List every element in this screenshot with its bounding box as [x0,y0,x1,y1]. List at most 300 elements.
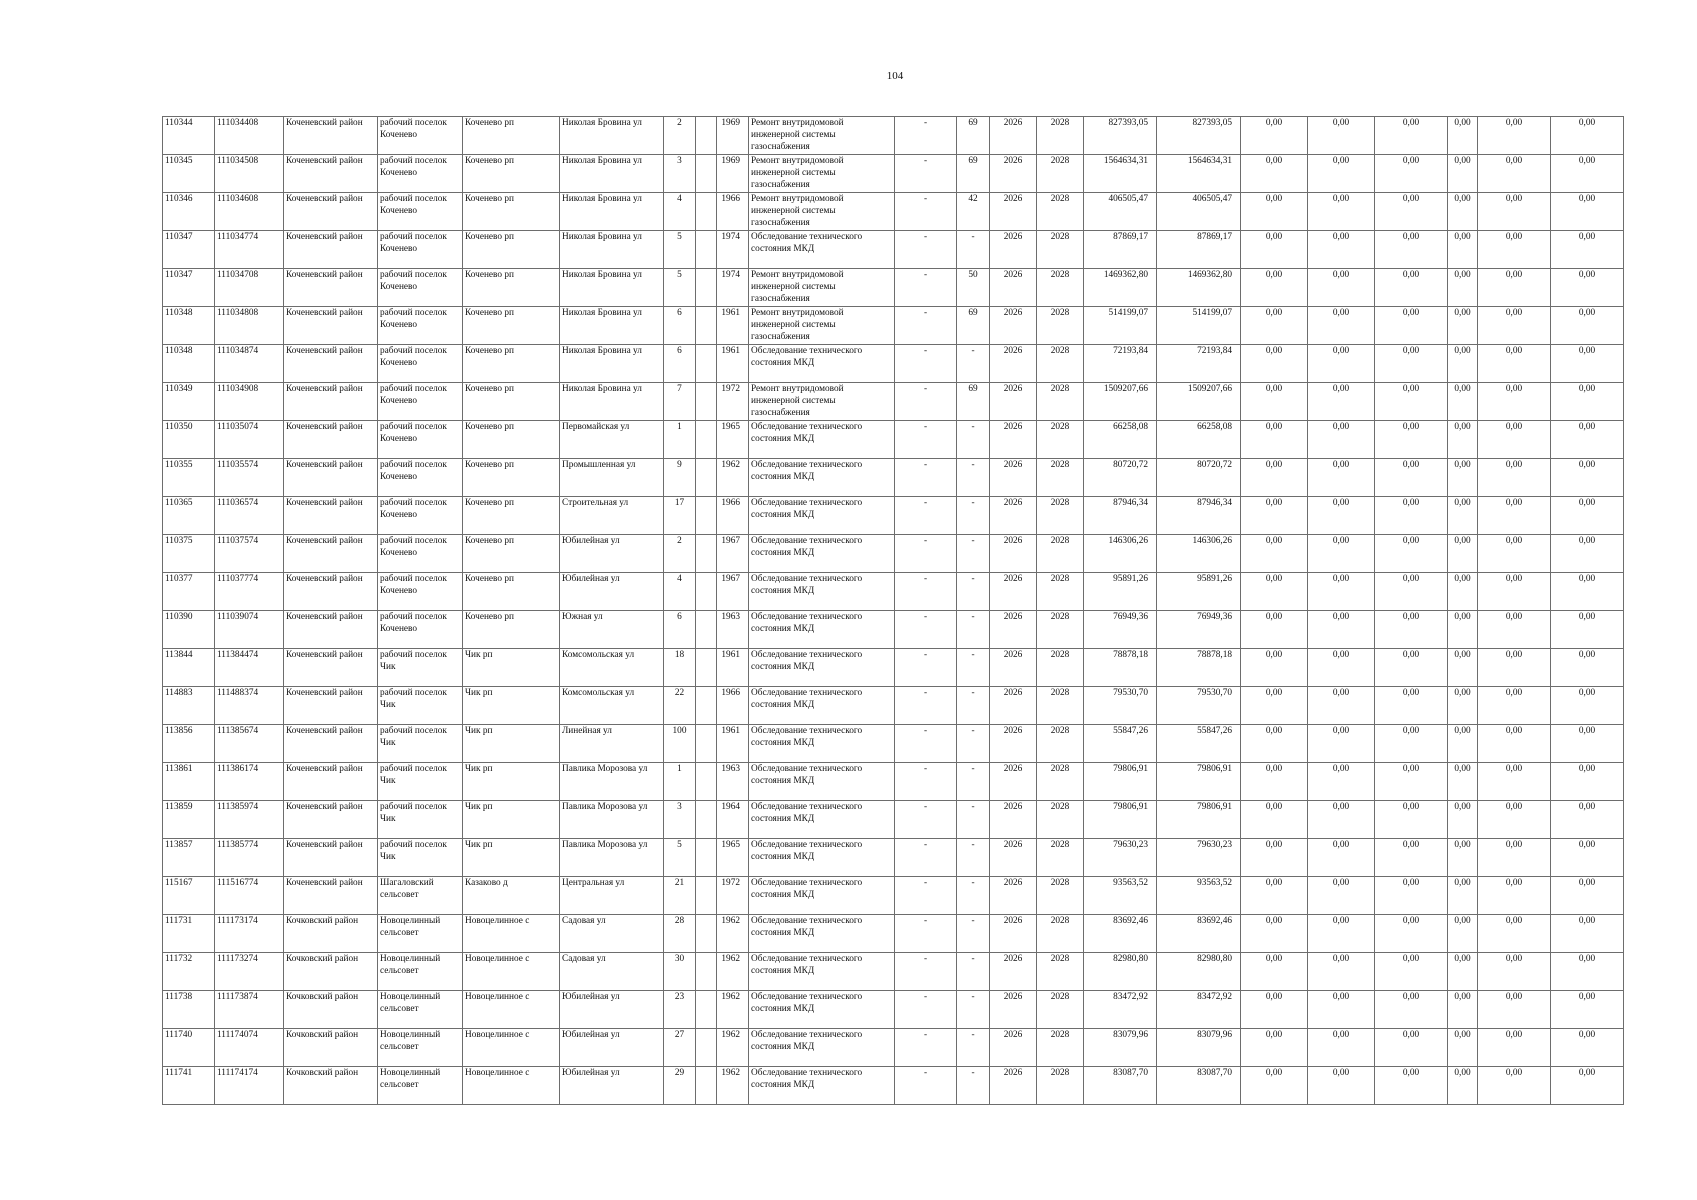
other-funds-cell: 0,00 [1448,953,1478,991]
street-cell: Николая Бровина ул [560,155,664,193]
municipality-cell: рабочий поселок Коченево [378,155,463,193]
start-year-cell: 2026 [990,459,1037,497]
fund-cost-cell: 406505,47 [1157,193,1241,231]
reserve-funds-cell: 0,00 [1551,421,1624,459]
fund-cost-cell: 80720,72 [1157,459,1241,497]
start-year-cell: 2026 [990,231,1037,269]
unit-cell: - [895,915,957,953]
year-built-cell: 1961 [717,649,749,687]
municipality-cell: рабочий поселок Коченево [378,307,463,345]
work-type-cell: Ремонт внутридомовой инженерной системы газоснабжения [749,193,895,231]
district-cell: Коченевский район [284,155,378,193]
owner-funds-cell: 0,00 [1478,345,1551,383]
house-code-cell: 111034908 [215,383,284,421]
house-code-cell: 111034608 [215,193,284,231]
owner-funds-cell: 0,00 [1478,687,1551,725]
other-funds-cell: 0,00 [1448,915,1478,953]
quantity-cell: - [957,573,990,611]
settlement-cell: Коченево рп [463,117,560,155]
street-cell: Комсомольская ул [560,687,664,725]
total-cost-cell: 83692,46 [1084,915,1157,953]
budget-local-cell: 0,00 [1375,763,1448,801]
work-type-cell: Обследование технического состояния МКД [749,877,895,915]
building-cell [696,839,717,877]
end-year-cell: 2028 [1037,155,1084,193]
building-cell [696,687,717,725]
district-cell: Коченевский район [284,839,378,877]
fund-cost-cell: 514199,07 [1157,307,1241,345]
quantity-cell: - [957,915,990,953]
reserve-funds-cell: 0,00 [1551,345,1624,383]
budget-local-cell: 0,00 [1375,193,1448,231]
district-cell: Коченевский район [284,497,378,535]
table-row [163,991,1624,1029]
settlement-cell: Коченево рп [463,345,560,383]
end-year-cell: 2028 [1037,611,1084,649]
house-code-cell: 111386174 [215,763,284,801]
house-number-cell: 18 [664,649,696,687]
unit-cell: - [895,155,957,193]
quantity-cell: - [957,459,990,497]
house-number-cell: 28 [664,915,696,953]
unit-cell: - [895,307,957,345]
budget-regional-cell: 0,00 [1308,1067,1375,1105]
house-code-cell: 111174174 [215,1067,284,1105]
house-number-cell: 6 [664,611,696,649]
quantity-cell: - [957,687,990,725]
budget-regional-cell: 0,00 [1308,345,1375,383]
district-cell: Коченевский район [284,421,378,459]
budget-local-cell: 0,00 [1375,1029,1448,1067]
budget-local-cell: 0,00 [1375,269,1448,307]
total-cost-cell: 406505,47 [1084,193,1157,231]
unit-cell: - [895,763,957,801]
quantity-cell: - [957,611,990,649]
end-year-cell: 2028 [1037,459,1084,497]
building-cell [696,383,717,421]
house-number-cell: 7 [664,383,696,421]
settlement-cell: Новоцелинное с [463,1029,560,1067]
row-id-cell: 110355 [163,459,215,497]
district-cell: Коченевский район [284,877,378,915]
budget-regional-cell: 0,00 [1308,193,1375,231]
row-id-cell: 110350 [163,421,215,459]
row-id-cell: 113857 [163,839,215,877]
house-code-cell: 111034508 [215,155,284,193]
house-number-cell: 100 [664,725,696,763]
house-code-cell: 111034774 [215,231,284,269]
start-year-cell: 2026 [990,1029,1037,1067]
budget-federal-cell: 0,00 [1241,649,1308,687]
street-cell: Строительная ул [560,497,664,535]
settlement-cell: Новоцелинное с [463,991,560,1029]
budget-federal-cell: 0,00 [1241,307,1308,345]
start-year-cell: 2026 [990,383,1037,421]
start-year-cell: 2026 [990,801,1037,839]
house-number-cell: 5 [664,839,696,877]
total-cost-cell: 79806,91 [1084,763,1157,801]
owner-funds-cell: 0,00 [1478,383,1551,421]
work-type-cell: Обследование технического состояния МКД [749,611,895,649]
reserve-funds-cell: 0,00 [1551,611,1624,649]
unit-cell: - [895,193,957,231]
total-cost-cell: 87869,17 [1084,231,1157,269]
budget-local-cell: 0,00 [1375,535,1448,573]
settlement-cell: Казаково д [463,877,560,915]
reserve-funds-cell: 0,00 [1551,307,1624,345]
budget-federal-cell: 0,00 [1241,1029,1308,1067]
row-id-cell: 111738 [163,991,215,1029]
budget-federal-cell: 0,00 [1241,193,1308,231]
row-id-cell: 114883 [163,687,215,725]
building-cell [696,497,717,535]
year-built-cell: 1966 [717,687,749,725]
work-type-cell: Обследование технического состояния МКД [749,801,895,839]
owner-funds-cell: 0,00 [1478,497,1551,535]
house-number-cell: 2 [664,117,696,155]
house-code-cell: 111034708 [215,269,284,307]
unit-cell: - [895,687,957,725]
quantity-cell: - [957,1067,990,1105]
district-cell: Кочковский район [284,915,378,953]
work-type-cell: Обследование технического состояния МКД [749,763,895,801]
owner-funds-cell: 0,00 [1478,991,1551,1029]
table-row [163,801,1624,839]
street-cell: Павлика Морозова ул [560,801,664,839]
total-cost-cell: 78878,18 [1084,649,1157,687]
budget-local-cell: 0,00 [1375,573,1448,611]
street-cell: Павлика Морозова ул [560,763,664,801]
table-row [163,117,1624,155]
table-row [163,497,1624,535]
other-funds-cell: 0,00 [1448,345,1478,383]
settlement-cell: Коченево рп [463,497,560,535]
fund-cost-cell: 83079,96 [1157,1029,1241,1067]
reserve-funds-cell: 0,00 [1551,687,1624,725]
building-cell [696,193,717,231]
fund-cost-cell: 87946,34 [1157,497,1241,535]
table-row [163,915,1624,953]
budget-regional-cell: 0,00 [1308,839,1375,877]
owner-funds-cell: 0,00 [1478,915,1551,953]
house-code-cell: 111385974 [215,801,284,839]
end-year-cell: 2028 [1037,269,1084,307]
building-cell [696,725,717,763]
municipality-cell: рабочий поселок Чик [378,687,463,725]
unit-cell: - [895,231,957,269]
start-year-cell: 2026 [990,535,1037,573]
budget-federal-cell: 0,00 [1241,497,1308,535]
house-number-cell: 27 [664,1029,696,1067]
fund-cost-cell: 66258,08 [1157,421,1241,459]
owner-funds-cell: 0,00 [1478,117,1551,155]
owner-funds-cell: 0,00 [1478,763,1551,801]
row-id-cell: 113844 [163,649,215,687]
owner-funds-cell: 0,00 [1478,573,1551,611]
work-type-cell: Обследование технического состояния МКД [749,687,895,725]
other-funds-cell: 0,00 [1448,611,1478,649]
total-cost-cell: 79630,23 [1084,839,1157,877]
quantity-cell: - [957,345,990,383]
quantity-cell: - [957,877,990,915]
table-row [163,421,1624,459]
unit-cell: - [895,801,957,839]
total-cost-cell: 146306,26 [1084,535,1157,573]
other-funds-cell: 0,00 [1448,573,1478,611]
district-cell: Коченевский район [284,573,378,611]
total-cost-cell: 827393,05 [1084,117,1157,155]
start-year-cell: 2026 [990,269,1037,307]
total-cost-cell: 93563,52 [1084,877,1157,915]
quantity-cell: 50 [957,269,990,307]
end-year-cell: 2028 [1037,345,1084,383]
end-year-cell: 2028 [1037,307,1084,345]
owner-funds-cell: 0,00 [1478,953,1551,991]
unit-cell: - [895,421,957,459]
table-row [163,231,1624,269]
start-year-cell: 2026 [990,687,1037,725]
total-cost-cell: 72193,84 [1084,345,1157,383]
municipality-cell: Новоцелинный сельсовет [378,953,463,991]
reserve-funds-cell: 0,00 [1551,763,1624,801]
year-built-cell: 1963 [717,763,749,801]
budget-federal-cell: 0,00 [1241,725,1308,763]
district-cell: Коченевский район [284,459,378,497]
year-built-cell: 1967 [717,535,749,573]
total-cost-cell: 1564634,31 [1084,155,1157,193]
owner-funds-cell: 0,00 [1478,649,1551,687]
table-row [163,383,1624,421]
municipality-cell: рабочий поселок Коченево [378,573,463,611]
year-built-cell: 1962 [717,1067,749,1105]
budget-local-cell: 0,00 [1375,117,1448,155]
building-cell [696,535,717,573]
owner-funds-cell: 0,00 [1478,1067,1551,1105]
street-cell: Юбилейная ул [560,535,664,573]
fund-cost-cell: 83087,70 [1157,1067,1241,1105]
total-cost-cell: 66258,08 [1084,421,1157,459]
budget-local-cell: 0,00 [1375,953,1448,991]
district-cell: Коченевский район [284,269,378,307]
reserve-funds-cell: 0,00 [1551,117,1624,155]
budget-local-cell: 0,00 [1375,231,1448,269]
table-row [163,953,1624,991]
budget-local-cell: 0,00 [1375,687,1448,725]
work-type-cell: Обследование технического состояния МКД [749,649,895,687]
other-funds-cell: 0,00 [1448,193,1478,231]
row-id-cell: 110348 [163,307,215,345]
building-cell [696,801,717,839]
year-built-cell: 1967 [717,573,749,611]
unit-cell: - [895,839,957,877]
building-cell [696,915,717,953]
building-cell [696,269,717,307]
budget-regional-cell: 0,00 [1308,725,1375,763]
end-year-cell: 2028 [1037,231,1084,269]
end-year-cell: 2028 [1037,497,1084,535]
municipality-cell: рабочий поселок Чик [378,801,463,839]
house-number-cell: 9 [664,459,696,497]
work-type-cell: Обследование технического состояния МКД [749,421,895,459]
quantity-cell: - [957,421,990,459]
reserve-funds-cell: 0,00 [1551,383,1624,421]
end-year-cell: 2028 [1037,877,1084,915]
work-type-cell: Обследование технического состояния МКД [749,535,895,573]
start-year-cell: 2026 [990,497,1037,535]
house-code-cell: 111173874 [215,991,284,1029]
total-cost-cell: 79806,91 [1084,801,1157,839]
other-funds-cell: 0,00 [1448,421,1478,459]
municipality-cell: рабочий поселок Коченево [378,269,463,307]
building-cell [696,1067,717,1105]
owner-funds-cell: 0,00 [1478,535,1551,573]
house-number-cell: 30 [664,953,696,991]
reserve-funds-cell: 0,00 [1551,953,1624,991]
quantity-cell: - [957,497,990,535]
start-year-cell: 2026 [990,117,1037,155]
municipality-cell: рабочий поселок Коченево [378,535,463,573]
street-cell: Николая Бровина ул [560,117,664,155]
budget-local-cell: 0,00 [1375,383,1448,421]
end-year-cell: 2028 [1037,915,1084,953]
table-row [163,611,1624,649]
row-id-cell: 111741 [163,1067,215,1105]
end-year-cell: 2028 [1037,1029,1084,1067]
budget-local-cell: 0,00 [1375,459,1448,497]
work-type-cell: Обследование технического состояния МКД [749,953,895,991]
row-id-cell: 113856 [163,725,215,763]
table-row [163,687,1624,725]
owner-funds-cell: 0,00 [1478,155,1551,193]
year-built-cell: 1974 [717,231,749,269]
house-code-cell: 111037774 [215,573,284,611]
settlement-cell: Коченево рп [463,307,560,345]
table-row [163,1029,1624,1067]
street-cell: Линейная ул [560,725,664,763]
unit-cell: - [895,459,957,497]
district-cell: Коченевский район [284,801,378,839]
house-number-cell: 23 [664,991,696,1029]
settlement-cell: Коченево рп [463,269,560,307]
year-built-cell: 1969 [717,155,749,193]
unit-cell: - [895,535,957,573]
end-year-cell: 2028 [1037,763,1084,801]
start-year-cell: 2026 [990,953,1037,991]
district-cell: Коченевский район [284,117,378,155]
total-cost-cell: 55847,26 [1084,725,1157,763]
unit-cell: - [895,649,957,687]
budget-federal-cell: 0,00 [1241,383,1308,421]
budget-local-cell: 0,00 [1375,307,1448,345]
row-id-cell: 113859 [163,801,215,839]
fund-cost-cell: 76949,36 [1157,611,1241,649]
house-number-cell: 6 [664,307,696,345]
work-type-cell: Обследование технического состояния МКД [749,231,895,269]
owner-funds-cell: 0,00 [1478,611,1551,649]
settlement-cell: Коченево рп [463,193,560,231]
row-id-cell: 110365 [163,497,215,535]
unit-cell: - [895,1029,957,1067]
page-number: 104 [886,70,904,82]
reserve-funds-cell: 0,00 [1551,231,1624,269]
work-type-cell: Обследование технического состояния МКД [749,839,895,877]
total-cost-cell: 83472,92 [1084,991,1157,1029]
municipality-cell: рабочий поселок Коченево [378,193,463,231]
district-cell: Коченевский район [284,687,378,725]
municipality-cell: рабочий поселок Коченево [378,383,463,421]
table-row [163,573,1624,611]
budget-federal-cell: 0,00 [1241,421,1308,459]
work-type-cell: Ремонт внутридомовой инженерной системы газоснабжения [749,307,895,345]
year-built-cell: 1974 [717,269,749,307]
reserve-funds-cell: 0,00 [1551,725,1624,763]
end-year-cell: 2028 [1037,1067,1084,1105]
district-cell: Коченевский район [284,725,378,763]
house-number-cell: 2 [664,535,696,573]
budget-federal-cell: 0,00 [1241,687,1308,725]
settlement-cell: Коченево рп [463,383,560,421]
budget-regional-cell: 0,00 [1308,611,1375,649]
total-cost-cell: 76949,36 [1084,611,1157,649]
settlement-cell: Чик рп [463,649,560,687]
house-code-cell: 111034874 [215,345,284,383]
building-cell [696,117,717,155]
municipality-cell: рабочий поселок Коченево [378,345,463,383]
municipality-cell: Новоцелинный сельсовет [378,915,463,953]
house-code-cell: 111039074 [215,611,284,649]
budget-regional-cell: 0,00 [1308,155,1375,193]
year-built-cell: 1966 [717,193,749,231]
budget-federal-cell: 0,00 [1241,117,1308,155]
quantity-cell: 69 [957,307,990,345]
building-cell [696,877,717,915]
work-type-cell: Обследование технического состояния МКД [749,991,895,1029]
house-code-cell: 111385774 [215,839,284,877]
start-year-cell: 2026 [990,611,1037,649]
district-cell: Кочковский район [284,953,378,991]
street-cell: Николая Бровина ул [560,193,664,231]
year-built-cell: 1962 [717,953,749,991]
quantity-cell: - [957,839,990,877]
year-built-cell: 1965 [717,839,749,877]
row-id-cell: 110346 [163,193,215,231]
year-built-cell: 1961 [717,725,749,763]
unit-cell: - [895,573,957,611]
building-cell [696,231,717,269]
settlement-cell: Новоцелинное с [463,1067,560,1105]
year-built-cell: 1965 [717,421,749,459]
quantity-cell: 42 [957,193,990,231]
other-funds-cell: 0,00 [1448,725,1478,763]
settlement-cell: Чик рп [463,725,560,763]
end-year-cell: 2028 [1037,383,1084,421]
budget-regional-cell: 0,00 [1308,687,1375,725]
budget-regional-cell: 0,00 [1308,953,1375,991]
row-id-cell: 111740 [163,1029,215,1067]
other-funds-cell: 0,00 [1448,155,1478,193]
row-id-cell: 115167 [163,877,215,915]
row-id-cell: 110375 [163,535,215,573]
quantity-cell: 69 [957,383,990,421]
budget-local-cell: 0,00 [1375,725,1448,763]
work-type-cell: Обследование технического состояния МКД [749,573,895,611]
unit-cell: - [895,269,957,307]
house-number-cell: 4 [664,573,696,611]
building-cell [696,573,717,611]
district-cell: Коченевский район [284,611,378,649]
work-type-cell: Обследование технического состояния МКД [749,1067,895,1105]
municipality-cell: рабочий поселок Коченево [378,231,463,269]
